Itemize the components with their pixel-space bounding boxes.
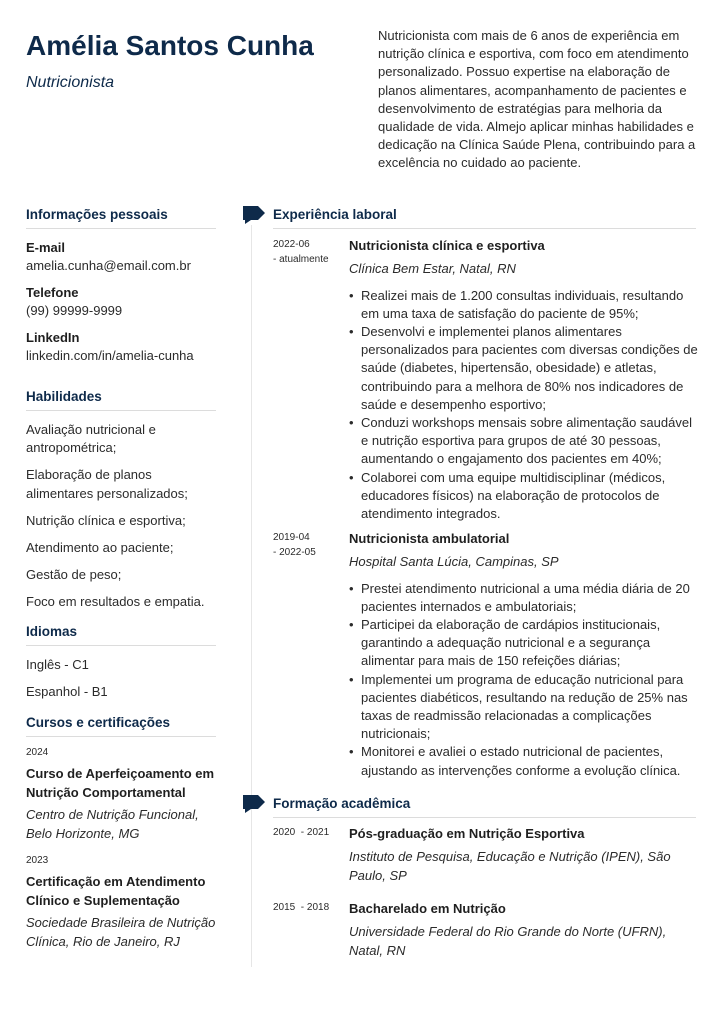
linkedin-value[interactable]: linkedin.com/in/amelia-cunha	[26, 348, 194, 363]
education-institution: Instituto de Pesquisa, Educação e Nutrição (IPEN), São Paulo, SP	[349, 849, 671, 883]
skill-item: Nutrição clínica e esportiva;	[26, 512, 186, 528]
skill-item: Gestão de peso;	[26, 567, 122, 583]
date-end: - atualmente	[273, 254, 329, 265]
phone-value: (99) 99999-9999	[26, 303, 123, 318]
date-end: - 2022-05	[273, 547, 316, 558]
experience-entry	[349, 237, 699, 523]
languages-section	[26, 624, 216, 710]
profile-summary: Nutricionista com mais de 6 anos de experiência em nutrição clínica e esportiva, com foco em atendimento personalizado. Possuo expertise na elaboração de planos alimentares, acompanhamento de pacientes e desenvolvimento de estratégias para melhoria da qualidade de vida. Almejo aplicar minhas habilidades e dedicação na Clínica Saúde Plena, contribuindo para a excelência no cuidado ao paciente.	[378, 28, 696, 171]
bullet-item: • Participei da elaboração de cardápios institucionais, garantindo a adequação nutricional e a segurança alimentar para mais de 150 refeições diárias;	[349, 616, 699, 671]
email-value[interactable]: amelia.cunha@email.com.br	[26, 258, 191, 273]
course-name: Certificação em Atendimento Clínico e Suplementação	[26, 874, 206, 908]
section-flag-icon	[243, 795, 265, 813]
course-year: 2023	[26, 855, 49, 866]
courses-title: Cursos e certificações	[26, 715, 216, 737]
bullet-item: • Realizei mais de 1.200 consultas individuais, resultando em uma taxa de satisfação do paciente de 95%;	[349, 287, 699, 323]
experience-title: Experiência laboral	[273, 207, 696, 229]
education-institution: Universidade Federal do Rio Grande do Norte (UFRN), Natal, RN	[349, 924, 667, 958]
bullet-item: • Desenvolvi e implementei planos alimentares personalizados para pacientes com diversas condições de saúde (diabetes, hipertensão, obesidade) e atletas, contribuindo para a melhora de 80% nos indicadores de saúde e desempenho esportivo;	[349, 323, 699, 414]
course-institution: Sociedade Brasileira de Nutrição Clínica, Rio de Janeiro, RJ	[26, 915, 216, 949]
experience-bullets	[349, 580, 699, 780]
skill-item: Elaboração de planos alimentares personalizados;	[26, 467, 188, 501]
skills-title: Habilidades	[26, 389, 216, 411]
personal-info-title: Informações pessoais	[26, 207, 216, 229]
bullet-item: • Conduzi workshops mensais sobre alimentação saudável e nutrição esportiva para grupos de até 30 pessoas, aumentando o engajamento dos pacientes em 40%;	[349, 414, 699, 469]
experience-org: Clínica Bem Estar, Natal, RN	[349, 261, 516, 276]
experience-entry	[349, 530, 699, 780]
bullet-item: • Prestei atendimento nutricional a uma média diária de 20 pacientes internados e ambulatoriais;	[349, 580, 699, 616]
section-flag-icon	[243, 206, 265, 224]
linkedin-label: LinkedIn	[26, 330, 80, 345]
job-title: Nutricionista	[26, 74, 115, 91]
bullet-item: • Colaborei com uma equipe multidisciplinar (médicos, educadores físicos) na elaboração de protocolos de atendimento integrados.	[349, 469, 699, 524]
experience-bullets	[349, 287, 699, 524]
course-year: 2024	[26, 747, 49, 758]
course-name: Curso de Aperfeiçoamento em Nutrição Comportamental	[26, 766, 215, 800]
education-date: 2020 - 2021	[273, 827, 330, 838]
experience-role: Nutricionista ambulatorial	[349, 531, 510, 546]
bullet-item: • Monitorei e avaliei o estado nutricional de pacientes, ajustando as intervenções conforme a evolução clínica.	[349, 743, 699, 779]
courses-section	[26, 715, 216, 951]
language-item: Inglês - C1	[26, 657, 89, 672]
education-date: 2015 - 2018	[273, 902, 330, 913]
skill-item: Avaliação nutricional e antropométrica;	[26, 422, 156, 456]
email-label: E-mail	[26, 240, 66, 255]
skill-item: Atendimento ao paciente;	[26, 540, 174, 556]
experience-date	[273, 237, 329, 267]
course-institution: Centro de Nutrição Funcional, Belo Horizonte, MG	[26, 807, 199, 841]
phone-label: Telefone	[26, 285, 79, 300]
experience-date	[273, 530, 316, 560]
experience-role: Nutricionista clínica e esportiva	[349, 238, 545, 253]
languages-title: Idiomas	[26, 624, 216, 646]
education-degree: Pós-graduação em Nutrição Esportiva	[349, 826, 585, 841]
personal-info-section	[26, 207, 216, 365]
education-degree: Bacharelado em Nutrição	[349, 901, 506, 916]
education-entry	[349, 900, 699, 960]
date-start: 2022-06	[273, 239, 310, 250]
language-item: Espanhol - B1	[26, 684, 108, 699]
experience-org: Hospital Santa Lúcia, Campinas, SP	[349, 554, 559, 569]
candidate-name: Amélia Santos Cunha	[26, 30, 314, 61]
date-start: 2019-04	[273, 532, 310, 543]
skills-section	[26, 389, 216, 621]
bullet-item: • Implementei um programa de educação nutricional para pacientes diabéticos, resultando na redução de 25% nas taxas de readmissão relacionadas a complicações nutricionais;	[349, 671, 699, 744]
education-entry	[349, 825, 699, 885]
timeline-line	[251, 225, 252, 967]
skill-item: Foco em resultados e empatia.	[26, 594, 205, 610]
education-title: Formação acadêmica	[273, 796, 696, 818]
